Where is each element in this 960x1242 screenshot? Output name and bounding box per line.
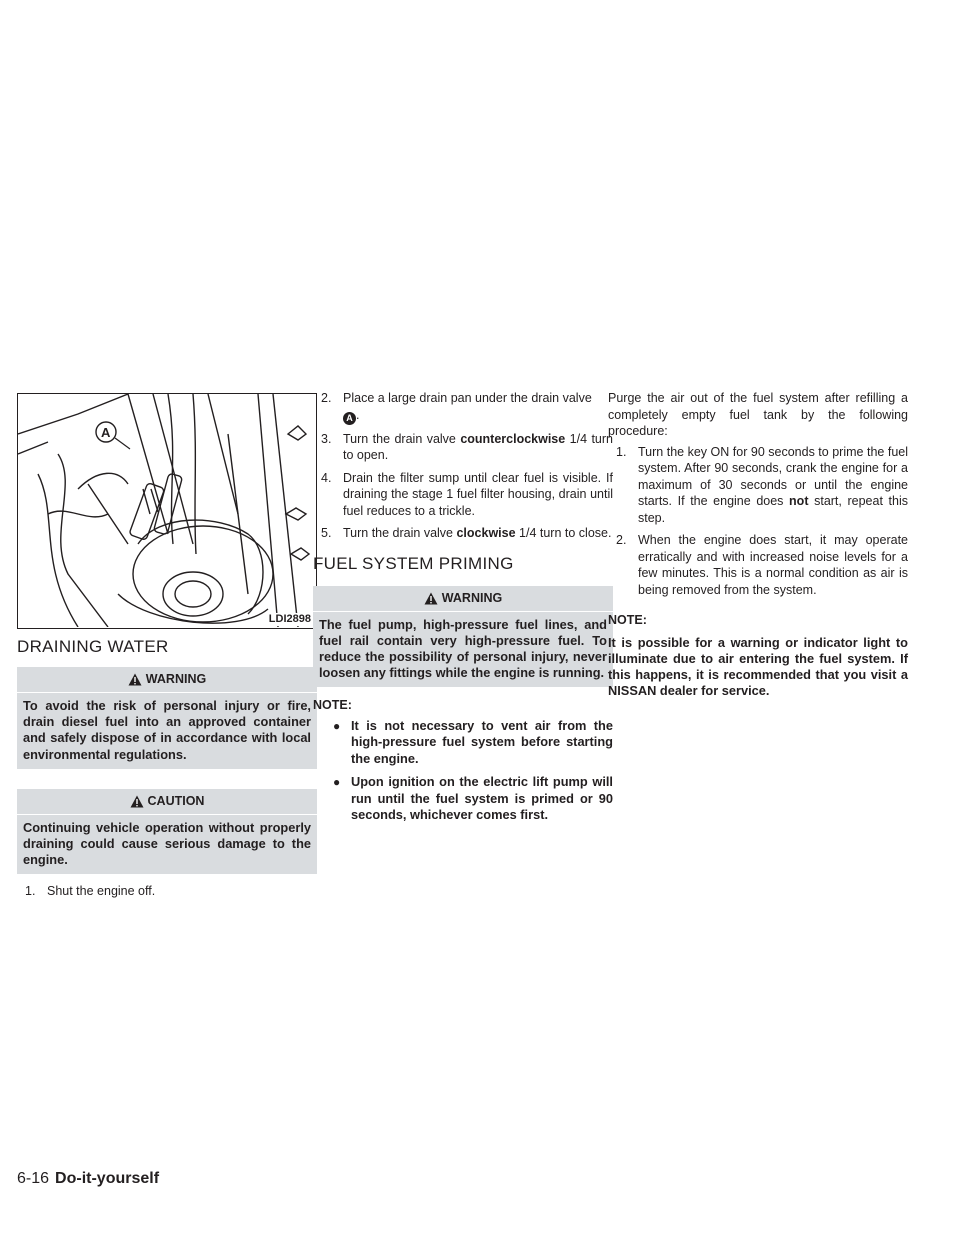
- warning-box-priming: [313, 586, 613, 688]
- step-text: Place a large drain pan under the drain valve: [343, 391, 592, 405]
- bullet-text: It is not necessary to vent air from the high-pressure fuel system before starting the engine.: [351, 717, 613, 766]
- priming-step-1: [608, 444, 908, 527]
- page-number: 6-16: [17, 1170, 50, 1187]
- warning-title: WARNING: [441, 590, 503, 605]
- caution-header: [23, 789, 311, 814]
- priming-steps-list: [608, 444, 908, 599]
- box-divider: [313, 611, 613, 612]
- step-5: [321, 525, 613, 542]
- step-3: [321, 431, 613, 464]
- box-divider: [17, 814, 317, 815]
- column-3: [608, 393, 908, 699]
- step-number: 2.: [616, 533, 627, 547]
- note-text: It is possible for a warning or indicator light to illuminate due to air entering the fuel system. If this happens, it is recommended that you visit a NISSAN dealer for service.: [608, 634, 908, 699]
- bullet-icon: ●: [333, 718, 341, 733]
- step-number: 3.: [321, 431, 332, 446]
- caution-title: CAUTION: [147, 794, 205, 809]
- figure-id: LDI2898: [268, 613, 311, 625]
- step-number: 2.: [321, 391, 332, 405]
- step-text: Drain the filter sump until clear fuel is visible. If draining the stage 1 fuel filter housing, drain until fuel reduces to a trickle.: [343, 470, 613, 518]
- warning-header: [319, 586, 607, 611]
- caution-text: Continuing vehicle operation without properly draining could cause serious damage to the engine.: [23, 819, 311, 868]
- box-divider: [17, 692, 317, 693]
- step-text: Turn the key ON for 90 seconds to prime the fuel system. After 90 seconds, crank the engine for a maximum of 30 seconds or until the engine starts. If the engine does: [638, 444, 908, 508]
- step-text-end: 1/4 turn to close.: [515, 526, 612, 540]
- warning-text: To avoid the risk of personal injury or fire, drain diesel fuel into an approved container and safely dispose of in accordance with local environmental regulations.: [23, 698, 311, 762]
- warning-triangle-icon: [128, 673, 142, 686]
- column-2: [313, 393, 613, 831]
- step-text-end: 1/4 turn to open.: [343, 431, 613, 462]
- priming-step-2: [608, 532, 908, 598]
- section-heading-draining-water: DRAINING WATER: [17, 637, 169, 656]
- step-text: When the engine does start, it may operate erratically and with increased noise levels for a few minutes. This is a normal condition as air is being removed from the system.: [638, 533, 908, 597]
- step-number: 1.: [25, 884, 36, 899]
- step-2: 2. Place a large drain pan under the drain valve A .: [321, 391, 592, 423]
- step-1: [25, 883, 317, 900]
- warning-text: The fuel pump, high-pressure fuel lines, and fuel rail contain very high-pressure fuel. To reduce the possibility of personal injury, never loosen any fittings while the engine is running.: [319, 616, 607, 681]
- bullet-icon: ●: [333, 775, 341, 790]
- callout-a-icon: A: [343, 412, 356, 425]
- fuel-filter-drawing: [18, 394, 315, 627]
- step-emphasis: not: [789, 494, 809, 508]
- section-heading-fuel-priming: FUEL SYSTEM PRIMING: [313, 553, 514, 573]
- step-emphasis: clockwise: [456, 526, 516, 540]
- step-text: Turn the drain valve: [343, 526, 457, 540]
- note-title: NOTE:: [608, 613, 647, 627]
- note-title: NOTE:: [313, 698, 352, 713]
- step-text: Shut the engine off.: [47, 884, 156, 899]
- draining-steps-continued: [313, 390, 613, 542]
- priming-intro: Purge the air out of the fuel system after refilling a completely empty fuel tank by the following procedure:: [608, 391, 908, 438]
- note-bullets: [313, 718, 613, 824]
- fuel-filter-illustration: [17, 393, 317, 629]
- warning-box-draining: [17, 667, 317, 769]
- step-text: Turn the drain valve: [343, 431, 461, 446]
- step-number: 5.: [321, 526, 332, 540]
- section-title: Do-it-yourself: [55, 1170, 160, 1187]
- note-bullet: [313, 718, 613, 768]
- note-bullet: [313, 774, 613, 824]
- step-number: 4.: [321, 470, 332, 485]
- draining-steps-list: [17, 883, 317, 900]
- step-text-end: start, repeat this step.: [638, 494, 908, 525]
- warning-header: [23, 667, 311, 692]
- caution-triangle-icon: [130, 795, 144, 808]
- step-4: [321, 470, 613, 520]
- step-emphasis: counterclockwise: [460, 431, 566, 446]
- callout-a-label: A: [101, 425, 111, 440]
- bullet-text: Upon ignition on the electric lift pump will run until the fuel system is primed or 90 seconds, whichever comes first.: [351, 774, 613, 823]
- warning-triangle-icon: [424, 592, 438, 605]
- column-1: [17, 393, 317, 906]
- page-footer: [17, 1170, 159, 1188]
- caution-box: [17, 789, 317, 875]
- warning-title: WARNING: [145, 672, 207, 687]
- step-number: 1.: [616, 444, 627, 459]
